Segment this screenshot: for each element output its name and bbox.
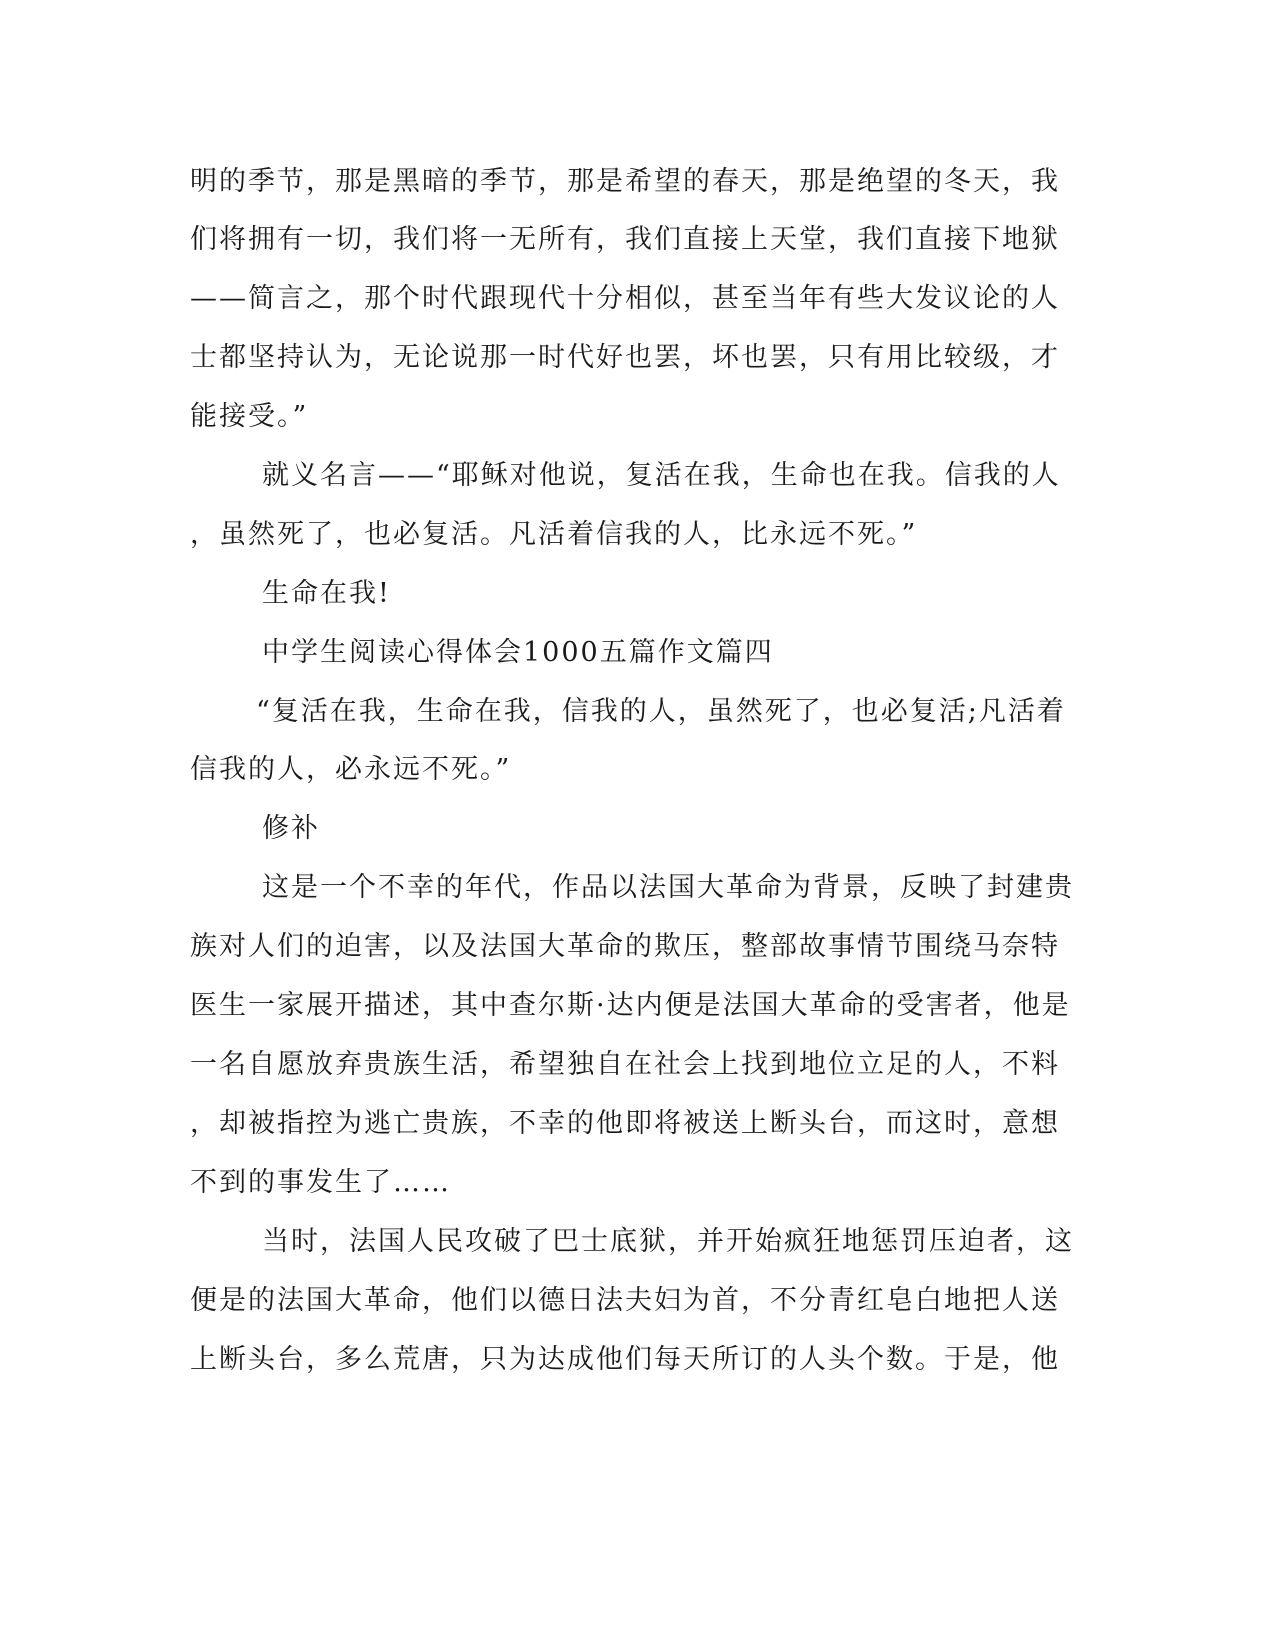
text-line: 一名自愿放弃贵族生活，希望独自在社会上找到地位立足的人，不料 (190, 1049, 1060, 1080)
text-line: 不到的事发生了…… (190, 1167, 451, 1198)
text-line: 信我的人，必永远不死。” (190, 754, 512, 785)
text-line: 这是一个不幸的年代，作品以法国大革命为背景，反映了封建贵 (262, 872, 1074, 903)
text-line: 明的季节，那是黑暗的季节，那是希望的春天，那是绝望的冬天，我 (190, 166, 1060, 197)
text-line: “复活在我，生命在我，信我的人，虽然死了，也必复活;凡活着 (256, 696, 1066, 727)
text-line: 们将拥有一切，我们将一无所有，我们直接上天堂，我们直接下地狱 (190, 224, 1060, 255)
text-line: 族对人们的迫害，以及法国大革命的欺压，整部故事情节围绕马奈特 (190, 931, 1060, 962)
text-line: 士都坚持认为，无论说那一时代好也罢，坏也罢，只有用比较级，才 (190, 342, 1060, 373)
text-line: 上断头台，多么荒唐，只为达成他们每天所订的人头个数。于是，他 (190, 1344, 1060, 1375)
text-line: ，虽然死了，也必复活。凡活着信我的人，比永远不死。” (190, 519, 918, 550)
text-line: ——简言之，那个时代跟现代十分相似，甚至当年有些大发议论的人 (190, 283, 1060, 314)
section-heading: 中学生阅读心得体会1000五篇作文篇四 (262, 637, 774, 668)
text-line: 就义名言——“耶稣对他说，复活在我，生命也在我。信我的人 (262, 460, 1061, 491)
text-line: 当时，法国人民攻破了巴士底狱，并开始疯狂地惩罚压迫者，这 (262, 1226, 1074, 1257)
text-line: 能接受。” (190, 401, 309, 432)
text-line: 修补 (262, 813, 320, 844)
text-line: 医生一家展开描述，其中查尔斯·达内便是法国大革命的受害者，他是 (190, 990, 1071, 1021)
text-line: 生命在我! (262, 578, 391, 609)
text-line: 便是的法国大革命，他们以德日法夫妇为首，不分青红皂白地把人送 (190, 1285, 1060, 1316)
text-line: ，却被指控为逃亡贵族，不幸的他即将被送上断头台，而这时，意想 (190, 1108, 1060, 1139)
